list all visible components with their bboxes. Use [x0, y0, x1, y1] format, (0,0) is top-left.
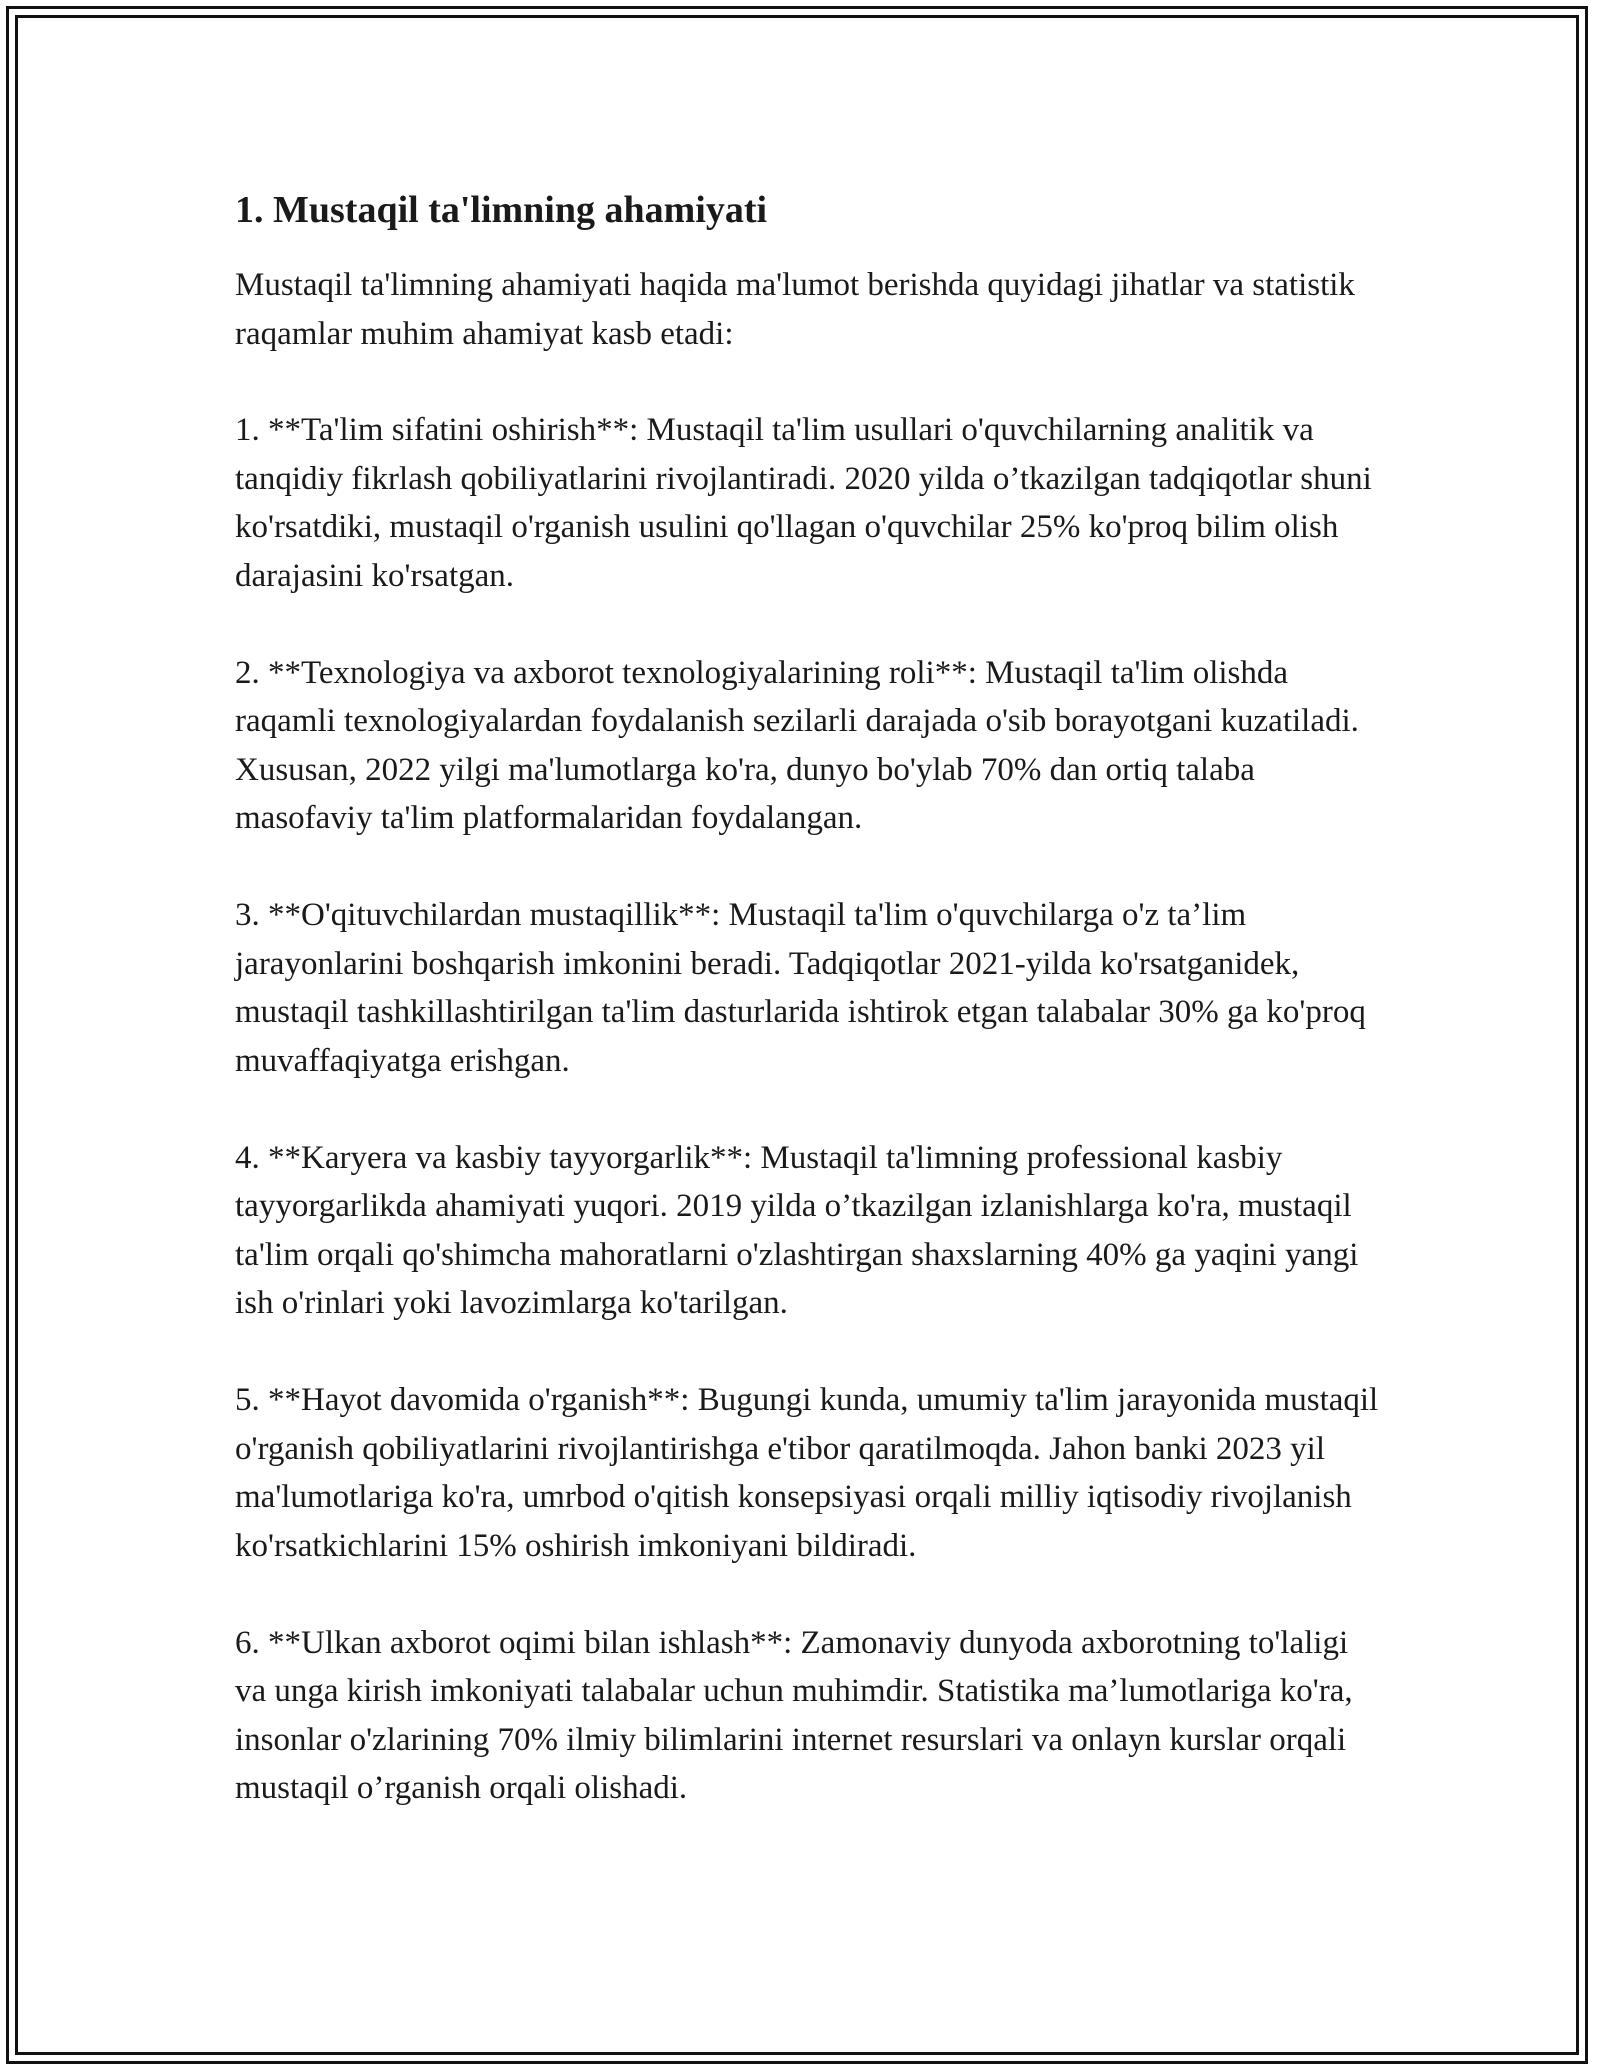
list-item-3: 3. **O'qituvchilardan mustaqillik**: Mustaqil ta'lim o'quvchilarga o'z ta’lim jarayonlarini boshqarish imkonini beradi. Tadqiqotlar 2021-yilda ko'rsatganidek, mustaqil tashkillashtirilgan ta'lim dasturlarida ishtirok etgan talabalar 30% ga ko'proq muvaffaqiyatga erishgan.	[235, 897, 1366, 1079]
list-item-1: 1. **Ta'lim sifatini oshirish**: Mustaqil ta'lim usullari o'quvchilarning analitik va tanqidiy fikrlash qobiliyatlarini rivojlantiradi. 2020 yilda o’tkazilgan tadqiqotlar shuni ko'rsatdiki, mustaqil o'rganish usulini qo'llagan o'quvchilar 25% ko'proq bilim olish darajasini ko'rsatgan.	[235, 412, 1372, 594]
list-item-5: 5. **Hayot davomida o'rganish**: Bugungi kunda, umumiy ta'lim jarayonida mustaqil o'rganish qobiliyatlarini rivojlantirishga e'tibor qaratilmoqda. Jahon banki 2023 yil ma'lumotlariga ko'ra, umrbod o'qitish konsepsiyasi orqali milliy iqtisodiy rivojlanish ko'rsatkichlarini 15% oshirish imkoniyani bildiradi.	[235, 1382, 1379, 1564]
intro-paragraph: Mustaqil ta'limning ahamiyati haqida ma'lumot berishda quyidagi jihatlar va statistik raqamlar muhim ahamiyat kasb etadi:	[235, 267, 1355, 352]
document-body	[235, 185, 1385, 1861]
section-heading: 1. Mustaqil ta'limning ahamiyati	[235, 189, 768, 231]
list-item-4: 4. **Karyera va kasbiy tayyorgarlik**: Mustaqil ta'limning professional kasbiy tayyorgarlikda ahamiyati yuqori. 2019 yilda o’tkazilgan izlanishlarga ko'ra, mustaqil ta'lim orqali qo'shimcha mahoratlarni o'zlashtirgan shaxslarning 40% ga yaqini yangi ish o'rinlari yoki lavozimlarga ko'tarilgan.	[235, 1139, 1359, 1321]
list-item-2: 2. **Texnologiya va axborot texnologiyalarining roli**: Mustaqil ta'lim olishda raqamli texnologiyalardan foydalanish sezilarli darajada o'sib borayotgani kuzatiladi. Xususan, 2022 yilgi ma'lumotlarga ko'ra, dunyo bo'ylab 70% dan ortiq talaba masofaviy ta'lim platformalaridan foydalangan.	[235, 654, 1359, 836]
list-item-6: 6. **Ulkan axborot oqimi bilan ishlash**: Zamonaviy dunyoda axborotning to'laligi va unga kirish imkoniyati talabalar uchun muhimdir. Statistika ma’lumotlariga ko'ra, insonlar o'zlarining 70% ilmiy bilimlarini internet resurslari va onlayn kurslar orqali mustaqil o’rganish orqali olishadi.	[235, 1624, 1353, 1806]
